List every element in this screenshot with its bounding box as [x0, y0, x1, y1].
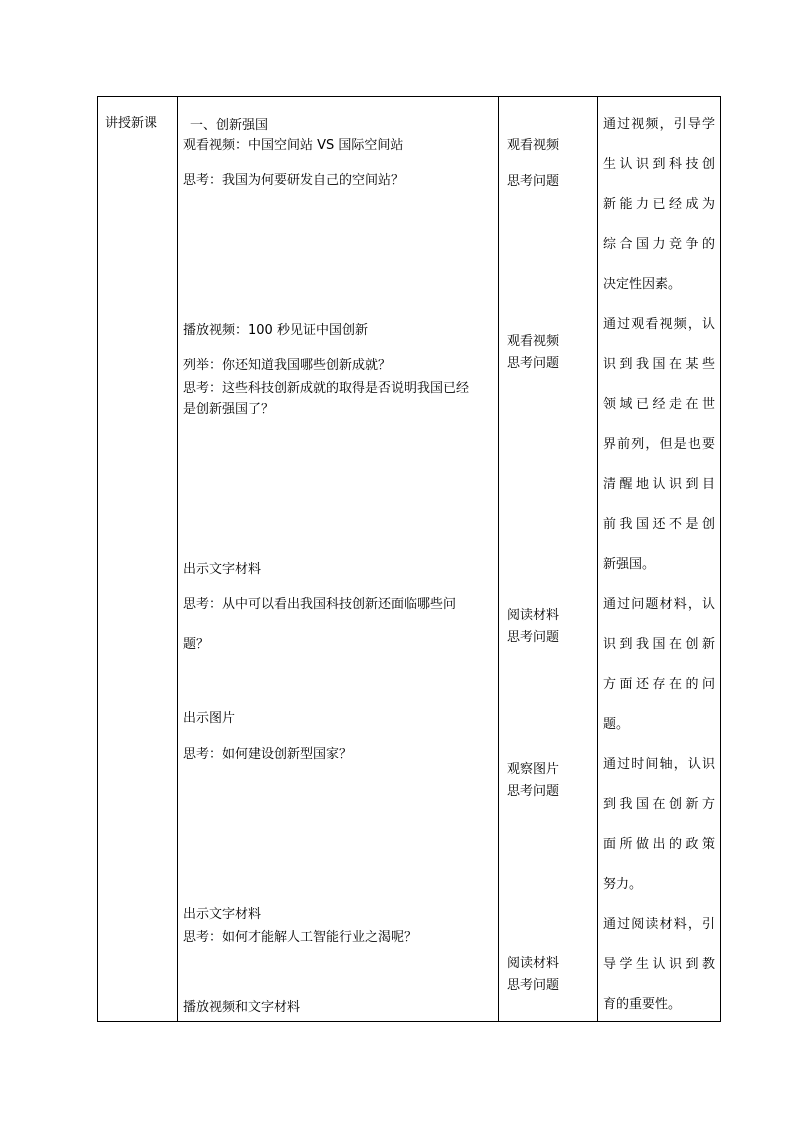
content-line: 出示文字材料 — [183, 907, 262, 922]
design-intent-block — [603, 585, 715, 745]
design-intent-block — [603, 745, 715, 905]
activity-line: 思考问题 — [507, 356, 560, 371]
content-line: 题？ — [183, 637, 210, 652]
design-intent-line: 通过时间轴，认识 — [603, 757, 715, 772]
design-intent-line: 清醒地认识到目 — [603, 477, 715, 492]
content-line: 思考：如何才能解人工智能行业之渴呢？ — [183, 930, 418, 945]
design-intent-line: 努力。 — [603, 877, 643, 892]
activity-line: 阅读材料 — [507, 608, 560, 623]
content-line: 列举：你还知道我国哪些创新成就？ — [183, 358, 392, 373]
design-intent-line: 新能力已经成为 — [603, 197, 715, 212]
design-intent-line: 领域已经走在世 — [603, 397, 715, 412]
design-intent-line: 题。 — [603, 717, 630, 732]
content-line: 思考：如何建设创新型国家？ — [183, 747, 353, 762]
design-intent-line: 界前列，但是也要 — [603, 437, 715, 452]
activity-line: 观察图片 — [507, 762, 560, 777]
design-intent-line: 面所做出的政策 — [603, 837, 715, 852]
design-intent-line: 识到我国在某些 — [603, 357, 715, 372]
content-line: 是创新强国了？ — [183, 402, 275, 417]
content-line: 思考：我国为何要研发自己的空间站？ — [183, 173, 405, 188]
design-intent-line: 导学生认识到教 — [603, 957, 715, 972]
activity-line: 思考问题 — [507, 174, 560, 189]
design-intent-line: 新强国。 — [603, 557, 656, 572]
design-intent-line: 识到我国在创新 — [603, 637, 715, 652]
activity-line: 观看视频 — [507, 334, 560, 349]
column-divider — [597, 97, 598, 1021]
content-heading: 一、创新强国 — [190, 118, 269, 133]
design-intent-line: 通过观看视频，认 — [603, 317, 715, 332]
design-intent-line: 通过阅读材料，引 — [603, 917, 715, 932]
activity-line: 思考问题 — [507, 978, 560, 993]
design-intent-block — [603, 105, 715, 305]
activity-line: 观看视频 — [507, 138, 560, 153]
design-intent-line: 生认识到科技创 — [603, 157, 715, 172]
design-intent-line: 通过视频，引导学 — [603, 117, 715, 132]
activity-line: 思考问题 — [507, 630, 560, 645]
content-line: 思考：这些科技创新成就的取得是否说明我国已经 — [183, 381, 470, 396]
design-intent-line: 综合国力竞争的 — [603, 237, 715, 252]
section-label: 讲授新课 — [105, 116, 158, 131]
design-intent-line: 到我国在创新方 — [603, 797, 715, 812]
column-divider — [498, 97, 499, 1021]
design-intent-line: 方面还存在的问 — [603, 677, 715, 692]
design-intent-line: 决定性因素。 — [603, 277, 682, 292]
design-intent-block — [603, 905, 715, 1025]
content-line: 播放视频和文字材料 — [183, 1000, 301, 1015]
activity-line: 阅读材料 — [507, 956, 560, 971]
content-line: 播放视频：100 秒见证中国创新 — [183, 323, 368, 338]
content-line: 出示图片 — [183, 711, 236, 726]
design-intent-line: 通过问题材料，认 — [603, 597, 715, 612]
design-intent-line: 育的重要性。 — [603, 997, 682, 1012]
content-line: 出示文字材料 — [183, 562, 262, 577]
activity-line: 思考问题 — [507, 784, 560, 799]
design-intent-block — [603, 305, 715, 585]
content-line: 思考：从中可以看出我国科技创新还面临哪些问 — [183, 597, 457, 612]
design-intent-line: 前我国还不是创 — [603, 517, 715, 532]
content-line: 观看视频：中国空间站 VS 国际空间站 — [183, 138, 404, 153]
column-divider — [177, 97, 178, 1021]
